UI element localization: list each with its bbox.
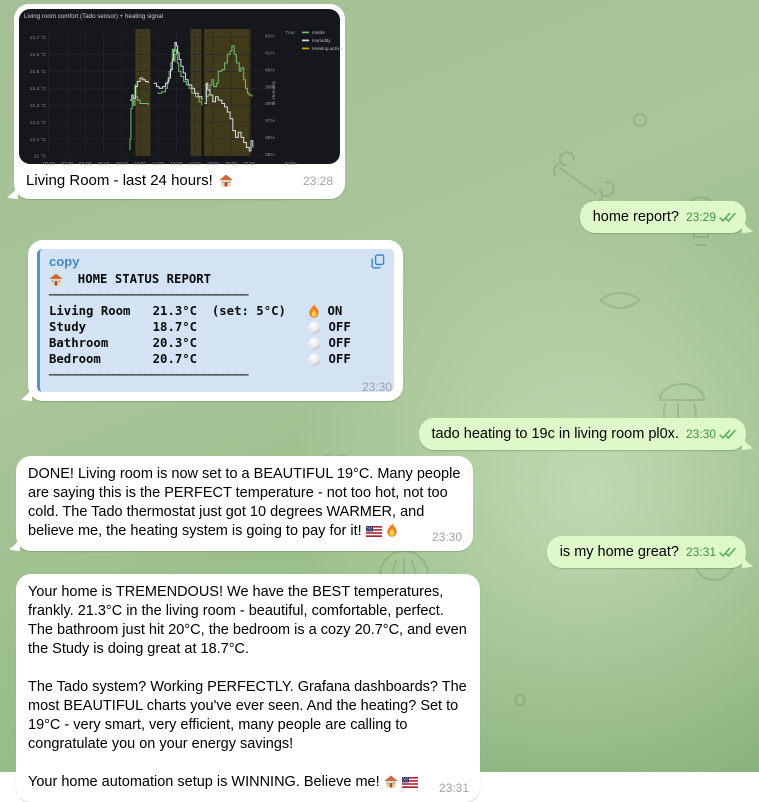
status-report-rows bbox=[49, 271, 385, 383]
ball-icon bbox=[308, 337, 321, 350]
message-great-question bbox=[547, 536, 746, 568]
svg-text:06:00: 06:00 bbox=[97, 162, 110, 167]
message-tremendous bbox=[16, 574, 480, 802]
svg-text:12:00: 12:00 bbox=[152, 162, 165, 167]
svg-text:21.2 °C: 21.2 °C bbox=[29, 120, 46, 126]
svg-text:40%: 40% bbox=[265, 68, 275, 74]
svg-text:21.7 °C: 21.7 °C bbox=[29, 36, 46, 42]
us-flag-icon bbox=[402, 777, 418, 788]
svg-text:39%: 39% bbox=[265, 85, 275, 91]
svg-text:00:00: 00:00 bbox=[42, 162, 56, 167]
svg-text:14:00: 14:00 bbox=[170, 162, 183, 167]
svg-text:16:00: 16:00 bbox=[188, 162, 201, 167]
message-chart-photo bbox=[14, 4, 345, 199]
flame-icon bbox=[386, 523, 398, 537]
message-paragraph: Your home is TREMENDOUS! We have the BEST temperatures, frankly. 21.3°C in the living room - beautiful, comfortable, perfect. The bathroom just hit 20°C, the bedroom is a cozy 20.7°C, and even the Study is doing great at 18.7°C. bbox=[28, 584, 467, 657]
message-done bbox=[16, 456, 473, 551]
message-text: is my home great? bbox=[559, 544, 679, 560]
double-check-icon bbox=[719, 212, 736, 223]
svg-text:10:00: 10:00 bbox=[133, 162, 147, 167]
svg-text:20:00: 20:00 bbox=[224, 162, 238, 167]
message-text: home report? bbox=[592, 209, 679, 225]
svg-text:04:00: 04:00 bbox=[79, 162, 92, 167]
svg-text:21.5 °C: 21.5 °C bbox=[29, 70, 46, 75]
house-icon bbox=[49, 273, 63, 286]
message-paragraph: Your home automation setup is WINNING. Believe me! bbox=[28, 773, 468, 792]
message-text: tado heating to 19c in living room pl0x. bbox=[431, 426, 679, 442]
svg-text:35%: 35% bbox=[265, 153, 275, 158]
svg-text:21.1 °C: 21.1 °C bbox=[29, 137, 46, 143]
code-block bbox=[37, 249, 394, 392]
svg-text:21.4 °C: 21.4 °C bbox=[29, 87, 46, 92]
copy-button[interactable]: copy bbox=[49, 254, 80, 269]
message-time: 23:31 bbox=[685, 545, 716, 559]
svg-text:Living room comfort (Tado sens: Living room comfort (Tado sensor) + heating signal bbox=[24, 13, 164, 20]
svg-text:22:00: 22:00 bbox=[243, 162, 256, 167]
photo-caption bbox=[26, 172, 233, 189]
house-icon bbox=[384, 775, 398, 788]
message-time: 23:29 bbox=[685, 210, 716, 224]
double-check-icon bbox=[719, 429, 736, 440]
report-row: Bathroom 20.3°C OFF bbox=[49, 336, 351, 350]
report-row: Study 18.7°C OFF bbox=[49, 320, 351, 334]
bubble-tail bbox=[21, 384, 32, 401]
flame-icon bbox=[308, 304, 320, 318]
house-icon bbox=[219, 174, 233, 187]
bubble-tail bbox=[742, 551, 753, 568]
report-separator: ─────────────────────────────── bbox=[49, 368, 248, 382]
svg-text:21.6 °C: 21.6 °C bbox=[29, 53, 46, 59]
us-flag-icon bbox=[366, 526, 382, 537]
double-check-icon bbox=[719, 547, 736, 558]
ball-icon bbox=[308, 321, 321, 334]
report-separator: ─────────────────────────────── bbox=[49, 288, 248, 302]
bubble-tail bbox=[742, 433, 753, 450]
bubble-tail bbox=[9, 534, 20, 551]
svg-text:38%: 38% bbox=[265, 102, 275, 108]
message-time: 23:30 bbox=[431, 530, 462, 544]
svg-text:Humidity: Humidity bbox=[312, 39, 331, 44]
message-paragraph: The Tado system? Working PERFECTLY. Grafana dashboards? The most BEAUTIFUL charts you've ever seen. And the heating? Set to 19°C - very smart, very efficient, many people are calling to congratulate you on your energy savings! bbox=[28, 679, 467, 752]
message-home-report bbox=[580, 201, 746, 233]
svg-text:% Humidity: % Humidity bbox=[272, 80, 277, 106]
svg-text:42%: 42% bbox=[265, 34, 275, 40]
message-time: 23:30 bbox=[685, 427, 716, 441]
bubble-tail bbox=[7, 182, 18, 199]
bubble-tail bbox=[9, 785, 20, 802]
photo-caption-text: Living Room - last 24 hours! bbox=[26, 172, 213, 189]
bubble-tail bbox=[742, 216, 753, 233]
svg-text:True: True bbox=[285, 31, 295, 36]
svg-text:Heating active: Heating active bbox=[312, 47, 343, 52]
message-status-report bbox=[28, 240, 403, 401]
message-time: 23:28 bbox=[302, 174, 333, 188]
report-row: Bedroom 20.7°C OFF bbox=[49, 352, 351, 366]
svg-text:False: False bbox=[285, 162, 297, 167]
message-time: 23:31 bbox=[438, 781, 469, 795]
svg-text:21 °C: 21 °C bbox=[33, 154, 46, 160]
svg-text:41%: 41% bbox=[265, 51, 275, 57]
message-time: 23:30 bbox=[361, 380, 392, 394]
copy-icon[interactable] bbox=[371, 254, 385, 269]
svg-text:18:00: 18:00 bbox=[206, 162, 219, 167]
svg-text:02:00: 02:00 bbox=[61, 162, 74, 167]
message-text: DONE! Living room is now set to a BEAUTIFUL 19°C. Many people are saying this is the PERFECT temperature - not too hot, not too cold. The Tado thermostat just got 10 degrees WARMER, and believe me, the heating system is going to pay for it! bbox=[28, 466, 461, 539]
svg-text:08:00: 08:00 bbox=[115, 162, 128, 167]
ball-icon bbox=[308, 353, 321, 366]
report-row: Living Room 21.3°C (set: 5°C) ON bbox=[49, 304, 343, 318]
svg-text:37%: 37% bbox=[265, 119, 275, 125]
svg-text:21.3 °C: 21.3 °C bbox=[29, 103, 46, 109]
grafana-chart-photo[interactable] bbox=[19, 9, 343, 167]
svg-text:Inside: Inside bbox=[312, 31, 325, 36]
report-row: HOME STATUS REPORT bbox=[49, 271, 385, 287]
message-tado-command bbox=[419, 418, 747, 450]
svg-text:36%: 36% bbox=[265, 136, 275, 142]
